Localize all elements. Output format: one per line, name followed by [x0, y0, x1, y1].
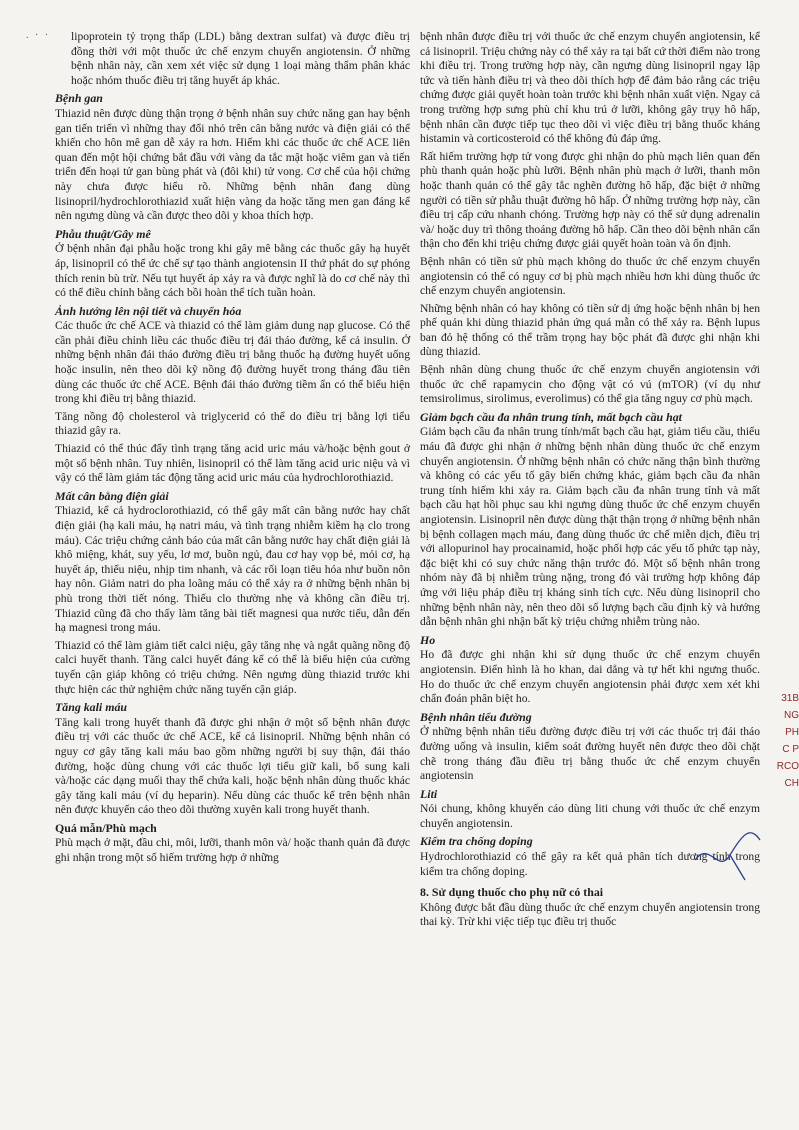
paragraph: Tăng nồng độ cholesterol và triglycerid có thể do điều trị bằng lợi tiểu thiazid gây ra.	[55, 409, 410, 438]
stamp-fragment: CH	[784, 778, 799, 789]
stamp-fragment: 31B	[781, 693, 799, 704]
paragraph: bệnh nhân được điều trị với thuốc ức chế enzym chuyển angiotensin, kể cả lisinopril. Triệu chứng này có thể xảy ra tại bất cứ thời điểm nào trong khi điều trị. Trong trường hợp này, cần ngưng dùng lisinopril ngay lập tức và tiến hành điều trị và theo dõi thích hợp để đảm bảo rằng các triệu chứng được giải quyết hoàn toàn trước khi bệnh nhân xuất viện. Ngay cả trong trường hợp sưng phù chỉ khu trú ở lưỡi, không gây trụy hô hấp, bệnh nhân cần được tiếp tục theo dõi vì việc điều trị bằng thuốc kháng histamin và corticosteroid có thể không đủ đáp ứng.	[420, 30, 760, 146]
right-column	[420, 30, 760, 933]
section-heading: Liti	[420, 786, 438, 801]
paragraph: Phù mạch ở mặt, đầu chi, môi, lưỡi, thanh môn và/ hoặc thanh quản đã được ghi nhận trong một số hiếm trường hợp ở những	[55, 836, 410, 865]
section-heading: Ho	[420, 632, 436, 647]
paragraph: Giảm bạch cầu đa nhân trung tính/mất bạch cầu hạt, giảm tiểu cầu, thiếu máu đã được ghi nhận ở những bệnh nhân dùng thuốc ức chế enzym chuyển angiotensin. Ở những bệnh nhân có chức năng thận bình thường và không có các yếu tố gây biến chứng khác, giảm bạch cầu đa nhân trung tính hiếm khi xảy ra. Giảm bạch cầu đa nhân trung tính và mất bạch cầu hạt hồi phục sau khi ngưng dùng thuốc ức chế enzym chuyển angiotensin. Lisinopril nên được dùng thật thận trọng ở những bệnh nhân bị bệnh collagen mạch máu, đang dùng thuốc ức chế miễn dịch, điều trị với allopurinol hay procainamid, hoặc phối hợp các yếu tố phức tạp này, đặc biệt khi có suy chức năng thận trước đó. Một số bệnh nhân trong nhóm này đã bị nhiễm trùng nặng, trong đó vài trường hợp không đáp ứng với liệu pháp điều trị kháng sinh tích cực. Nếu dùng lisinopril cho những bệnh nhân này, nên theo dõi số lượng bạch cầu định kỳ và hướng dẫn bệnh nhân ghi nhận bất kỳ triệu chứng nhiễm trùng nào.	[420, 425, 760, 629]
signature-mark	[690, 820, 780, 890]
section-heading: Mất cân bằng điện giải	[55, 488, 169, 503]
stamp-fragment: C P	[782, 744, 799, 755]
paragraph: Bệnh nhân có tiền sử phù mạch không do thuốc ức chế enzym chuyển angiotensin có thể có nguy cơ bị phù mạch nhiều hơn khi dùng thuốc ức chế enzym chuyển angiotensin.	[420, 254, 760, 298]
section-heading: Bệnh nhân tiểu đường	[420, 709, 532, 724]
section-heading: Ảnh hưởng lên nội tiết và chuyển hóa	[55, 303, 242, 318]
section-heading: Quá mẫn/Phù mạch	[55, 820, 157, 835]
paragraph: Thiazid có thể thúc đẩy tình trạng tăng acid uric máu và/hoặc bệnh gout ở một số bệnh nhân. Tuy nhiên, lisinopril có thể làm tăng acid uric niệu và vì vậy có thể làm giảm tác động tăng acid uric máu của hydrochlorothiazid.	[55, 442, 410, 485]
paragraph: Hydrochlorothiazid có thể gây ra kết quả phân tích dương tính trong kiểm tra chống doping.	[420, 850, 760, 878]
paragraph: Nói chung, không khuyến cáo dùng liti chung với thuốc ức chế enzym chuyển angiotensin.	[420, 802, 760, 830]
paragraph: Những bệnh nhân có hay không có tiền sử dị ứng hoặc bệnh nhân bị hen phế quản khi dùng thiazid phản ứng quá mẫn có thể xảy ra. Bệnh lupus ban đỏ hệ thống có thể trầm trọng hay bộc phát đã được ghi nhận khi dùng thiazid.	[420, 301, 760, 359]
section-heading: Tăng kali máu	[55, 700, 128, 715]
paragraph: Bệnh nhân dùng chung thuốc ức chế enzym chuyển angiotensin với thuốc ức chế rapamycin cho động vật có vú (mTOR) (ví dụ như temsirolimus, sirolimus, everolimus) có thể gia tăng nguy cơ phù mạch.	[420, 363, 760, 406]
paragraph: Thiazid có thể làm giảm tiết calci niệu, gây tăng nhẹ và ngắt quãng nồng độ calci huyết thanh. Tăng calci huyết đáng kể có thể là biểu hiện của cường tuyến cận giáp không có triệu chứng. Nên ngưng dùng thiazid trước khi thực hiện các thử nghiệm chức năng tuyến cận giáp.	[55, 638, 410, 696]
section-heading: Phẫu thuật/Gây mê	[55, 226, 151, 241]
section-heading: Bệnh gan	[55, 91, 103, 106]
section-heading: Giảm bạch cầu đa nhân trung tính, mất bạch cầu hạt	[420, 409, 682, 424]
paragraph: lipoprotein tỷ trọng thấp (LDL) bằng dextran sulfat) và được điều trị đồng thời với một thuốc ức chế enzym chuyển angiotensin. Ở những bệnh nhân này, cần xem xét việc sử dụng 1 loại màng thẩm phân khác hoặc nhóm thuốc điều trị tăng huyết áp khác.	[71, 30, 410, 87]
left-column	[55, 30, 410, 869]
numbered-heading: 8. Sử dụng thuốc cho phụ nữ có thai	[420, 885, 604, 900]
stamp-fragment: NG	[784, 710, 799, 721]
paragraph: Các thuốc ức chế ACE và thiazid có thể làm giảm dung nạp glucose. Có thể cần phải điều chỉnh liều các thuốc điều trị đái tháo đường, kể cả insulin. Ở những bệnh nhân đái tháo đường điều trị bằng thuốc hạ đường huyết uống hoặc insulin, nên theo dõi kỹ nồng độ đường huyết trong tháng đầu tiên dùng các thuốc ức chế ACE. Bệnh đái tháo đường tiềm ẩn có thể biểu hiện trong khi điều trị bằng thiazid.	[55, 319, 410, 406]
paragraph: Thiazid nên được dùng thận trọng ở bệnh nhân suy chức năng gan hay bệnh gan tiến triển vì những thay đổi nhỏ trên cân bằng nước và điện giải có thể khiến cho hôn mê gan dễ xảy ra hơn. Hiếm khi các thuốc ức chế ACE liên quan đến một hội chứng bắt đầu với vàng da tắc mật hoặc viêm gan và tiến triển đến hoại tử gan bùng phát và (đôi khi) tử vong. Cơ chế của hội chứng này chưa được hiểu rõ. Những bệnh nhân đang dùng lisinopril/hydrochlorothiazid xuất hiện vàng da hoặc tăng men gan đáng kể nên ngưng dùng và cần được theo dõi y khoa thích hợp.	[55, 106, 410, 223]
section-heading: Kiểm tra chống doping	[420, 834, 533, 849]
paragraph: Ho đã được ghi nhận khi sử dụng thuốc ức chế enzym chuyển angiotensin. Điển hình là ho khan, dai dẳng và tự hết khi ngưng thuốc. Ho do thuốc ức chế enzym chuyển angiotensin phải được xem xét khi chẩn đoán phân biệt ho.	[420, 648, 760, 706]
paragraph: Không được bắt đầu dùng thuốc ức chế enzym chuyển angiotensin trong thai kỳ. Trừ khi việc tiếp tục điều trị thuốc	[420, 900, 760, 929]
scan-mark: . · ·	[26, 30, 51, 41]
paragraph: Tăng kali trong huyết thanh đã được ghi nhận ở một số bệnh nhân được điều trị với các thuốc ức chế ACE, kể cả lisinopril. Những bệnh nhân có nguy cơ gây tăng kali máu bao gồm những người bị suy thận, đái tháo đường, hoặc dùng chung với các thuốc lợi tiểu giữ kali, bổ sung kali và/hoặc các dạng muối thay thế chứa kali, hoặc bệnh nhân dùng thuốc khác gây tăng kali máu (ví dụ heparin). Nếu dùng các thuốc kể trên bệnh nhân nên được khuyến cáo theo dõi thường xuyên kali trong huyết thanh.	[55, 715, 410, 817]
paragraph: Thiazid, kể cả hydroclorothiazid, có thể gây mất cân bằng nước hay chất điện giải (hạ kali máu, hạ natri máu, và tình trạng nhiễm kiềm hạ clo trong máu). Các triệu chứng cảnh báo của mất cân bằng nước hay chất điện giải là khô miệng, khát, suy yếu, lơ mơ, buồn ngủ, đau cơ hay vọp bẻ, mỏi cơ, hạ huyết áp, thiểu niệu, nhịp tim nhanh, và các rối loạn tiêu hóa như buồn nôn hay nôn. Giảm natri do pha loãng máu có thể xảy ra ở những bệnh nhân bị phù trong thời tiết nóng. Thiếu clo thường nhẹ và không cần điều trị. Thiazid cũng đã cho thấy làm tăng bài tiết magnesi qua nước tiểu, dẫn đến hạ magnesi trong máu.	[55, 504, 410, 635]
stamp-fragment: PH	[785, 727, 799, 738]
paragraph: Ở những bệnh nhân tiểu đường được điều trị với các thuốc trị đái tháo đường uống và insulin, kiểm soát đường huyết nên được theo dõi chặt chẽ trong tháng đầu điều trị bằng thuốc ức chế enzym chuyển angiotensin	[420, 725, 760, 783]
stamp-fragment: RCO	[776, 761, 799, 772]
paragraph: Ở bệnh nhân đại phẫu hoặc trong khi gây mê bằng các thuốc gây hạ huyết áp, lisinopril có thể ức chế sự tạo thành angiotensin II thứ phát do sự phóng thích renin bù trừ. Nếu tụt huyết áp xảy ra và được nghĩ là do cơ chế này thì có thể điều chỉnh bằng cách bồi hoàn thể tích tuần hoàn.	[55, 242, 410, 300]
stamp-margin	[765, 690, 799, 792]
paragraph: Rất hiếm trường hợp tử vong được ghi nhận do phù mạch liên quan đến phù thanh quản hoặc phù lưỡi. Bệnh nhân phù mạch ở lưỡi, thanh môn hoặc thanh quản có thể gây tắc nghẽn đường hô hấp, đặc biệt ở những người có tiền sử phẫu thuật đường hô hấp. Ở những trường hợp này, cần điều trị cấp cứu nhanh chóng. Trường hợp này có thể sử dụng adrenalin và/ hoặc duy trì thông thoáng đường hô hấp. Cần theo dõi bệnh nhân cẩn thận cho đến khi triệu chứng được giải quyết hoàn toàn và ổn định.	[420, 149, 760, 251]
